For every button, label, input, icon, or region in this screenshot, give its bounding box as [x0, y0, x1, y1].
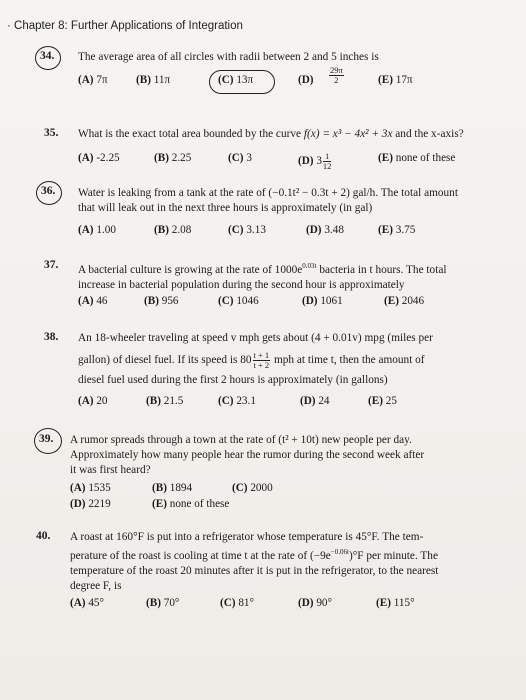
option-label: (B) [154, 224, 169, 236]
question-38-stem [78, 331, 518, 388]
option-label: (A) [78, 395, 94, 407]
option-value: 23.1 [236, 395, 256, 407]
question-36-number: 36. [41, 185, 56, 197]
stem-part: What is the exact total area bounded by the curve [78, 128, 304, 140]
stem-line: diesel fuel used during the first 2 hours is approximately (in gallons) [78, 374, 388, 386]
question-40-stem [70, 530, 510, 594]
option-label: (C) [218, 395, 234, 407]
option-value: 2219 [88, 498, 111, 510]
chapter-heading: · Chapter 8: Further Applications of Integration [7, 20, 243, 32]
stem-exponent: −0.06t [330, 548, 349, 556]
option-value: 2.08 [171, 224, 192, 236]
option-label: (E) [378, 74, 393, 86]
option-label: (B) [136, 74, 151, 86]
option-label: (C) [228, 152, 244, 164]
option-label: (A) [70, 482, 86, 494]
question-39-number: 39. [39, 433, 54, 445]
option-value: 2.25 [171, 152, 192, 164]
stem-line: that will leak out in the next three hours is approximately (in gal) [78, 202, 373, 214]
option-label: (B) [146, 395, 161, 407]
stem-part: )°F per minute. The [348, 550, 438, 562]
stem-exponent: 0.03t [302, 262, 317, 270]
stem-function: f(x) = x³ − 4x² + 3x [303, 128, 393, 140]
stem-line: Approximately how many people hear the rumor during the second week after [70, 449, 425, 461]
option-value: 3 [246, 152, 252, 164]
option-label: (A) [78, 152, 94, 164]
option-label: (D) [298, 597, 314, 609]
option-value: 1061 [320, 295, 343, 307]
option-value: 2046 [401, 295, 425, 307]
option-label: (C) [228, 224, 244, 236]
answer-34-oval [209, 70, 275, 94]
option-label: (E) [378, 224, 393, 236]
option-value: 25 [385, 395, 397, 407]
question-34-stem: The average area of all circles with radii between 2 and 5 inches is [78, 51, 379, 63]
option-d-fraction: $\frac{29\pi}{2}$ [330, 65, 343, 85]
option-label: (C) [220, 597, 236, 609]
option-value: -2.25 [96, 152, 120, 164]
stem-part: and the x-axis? [392, 128, 464, 140]
option-label: (D) [298, 74, 314, 86]
chapter-title: Chapter 8: Further Applications of Integration [14, 20, 243, 32]
option-label: (A) [78, 224, 94, 236]
question-34-number: 34. [40, 50, 55, 62]
option-label: (D) [70, 498, 86, 510]
option-value: none of these [395, 152, 456, 164]
stem-part: gallon) of diesel fuel. If its speed is 80 [78, 354, 252, 367]
option-label: (B) [144, 295, 159, 307]
stem-part: mph at time t, then the amount of [271, 354, 425, 367]
option-value: 90° [316, 597, 332, 609]
option-label: (E) [384, 295, 399, 307]
option-label: (A) [70, 597, 86, 609]
option-label: (B) [154, 152, 169, 164]
question-35-number: 35. [44, 127, 59, 139]
option-label: (D) [302, 295, 318, 307]
option-label: (B) [152, 482, 167, 494]
option-label: (A) [78, 295, 94, 307]
stem-part: A bacterial culture is growing at the rate of 1000e [78, 264, 303, 276]
stem-line: An 18-wheeler traveling at speed v mph gets about (4 + 0.01v) mpg (miles per [78, 332, 433, 344]
option-label: (C) [232, 482, 248, 494]
option-value: 13π [236, 74, 254, 86]
option-value: 81° [238, 597, 254, 609]
option-value: 956 [161, 295, 179, 307]
option-value: 45° [88, 597, 104, 609]
question-38-number: 38. [44, 331, 59, 343]
option-label: (D) [300, 395, 316, 407]
option-value: 20 [96, 395, 108, 407]
option-value: 24 [318, 395, 330, 407]
option-value: none of these [169, 498, 230, 510]
option-label: (A) [78, 74, 94, 86]
option-label: (C) [218, 74, 234, 86]
option-label: (E) [368, 395, 383, 407]
option-value: 7π [96, 74, 108, 86]
option-value: 3.13 [246, 224, 266, 236]
stem-line: it was first heard? [70, 464, 151, 476]
option-value: 3.75 [395, 224, 416, 236]
option-value: 3 [316, 155, 322, 168]
option-label: (D) [306, 224, 322, 236]
option-value: 1.00 [96, 224, 116, 236]
option-value: 3.48 [324, 224, 344, 236]
stem-line: Water is leaking from a tank at the rate of (−0.1t² − 0.3t + 2) gal/h. The total amount [78, 187, 458, 199]
option-label: (D) [298, 155, 314, 168]
speed-fraction: $\frac{t + 1}{t + 2}$ [253, 350, 270, 370]
option-value: 1894 [169, 482, 193, 494]
option-value: 115° [393, 597, 415, 609]
stem-line [78, 351, 518, 370]
question-35-stem [78, 127, 518, 142]
option-value: 46 [96, 295, 108, 307]
question-37-stem [78, 259, 518, 293]
stem-line [70, 545, 510, 564]
stem-line [78, 259, 518, 278]
stem-line: degree F, is [70, 580, 122, 592]
option-value: 70° [163, 597, 180, 609]
option-label: (E) [376, 597, 391, 609]
option-label: (E) [378, 152, 393, 164]
question-36-stem [78, 186, 518, 216]
question-40-number: 40. [36, 530, 51, 542]
question-39-stem [70, 433, 510, 478]
stem-line: A rumor spreads through a town at the rate of (t² + 10t) new people per day. [70, 434, 412, 446]
option-value: 17π [395, 74, 413, 86]
stem-line: A roast at 160°F is put into a refrigerator whose temperature is 45°F. The tem- [70, 531, 424, 543]
stem-part: perature of the roast is cooling at time t at the rate of (−9e [70, 550, 331, 562]
option-value: 11π [153, 74, 171, 86]
stem-line: increase in bacterial population during the second hour is approximately [78, 279, 405, 291]
stem-line: temperature of the roast 20 minutes after it is put in the refrigerator, to the nearest [70, 565, 439, 577]
stem-part: bacteria in t hours. The total [316, 264, 447, 276]
option-value: 21.5 [163, 395, 184, 407]
option-value: 2000 [250, 482, 273, 494]
option-label: (C) [218, 295, 234, 307]
option-label: (B) [146, 597, 161, 609]
option-value: 1046 [236, 295, 259, 307]
option-label: (E) [152, 498, 167, 510]
question-37-number: 37. [44, 259, 59, 271]
option-d-fraction: $\frac{1}{12}$ [322, 151, 332, 171]
option-value: 1535 [88, 482, 111, 494]
